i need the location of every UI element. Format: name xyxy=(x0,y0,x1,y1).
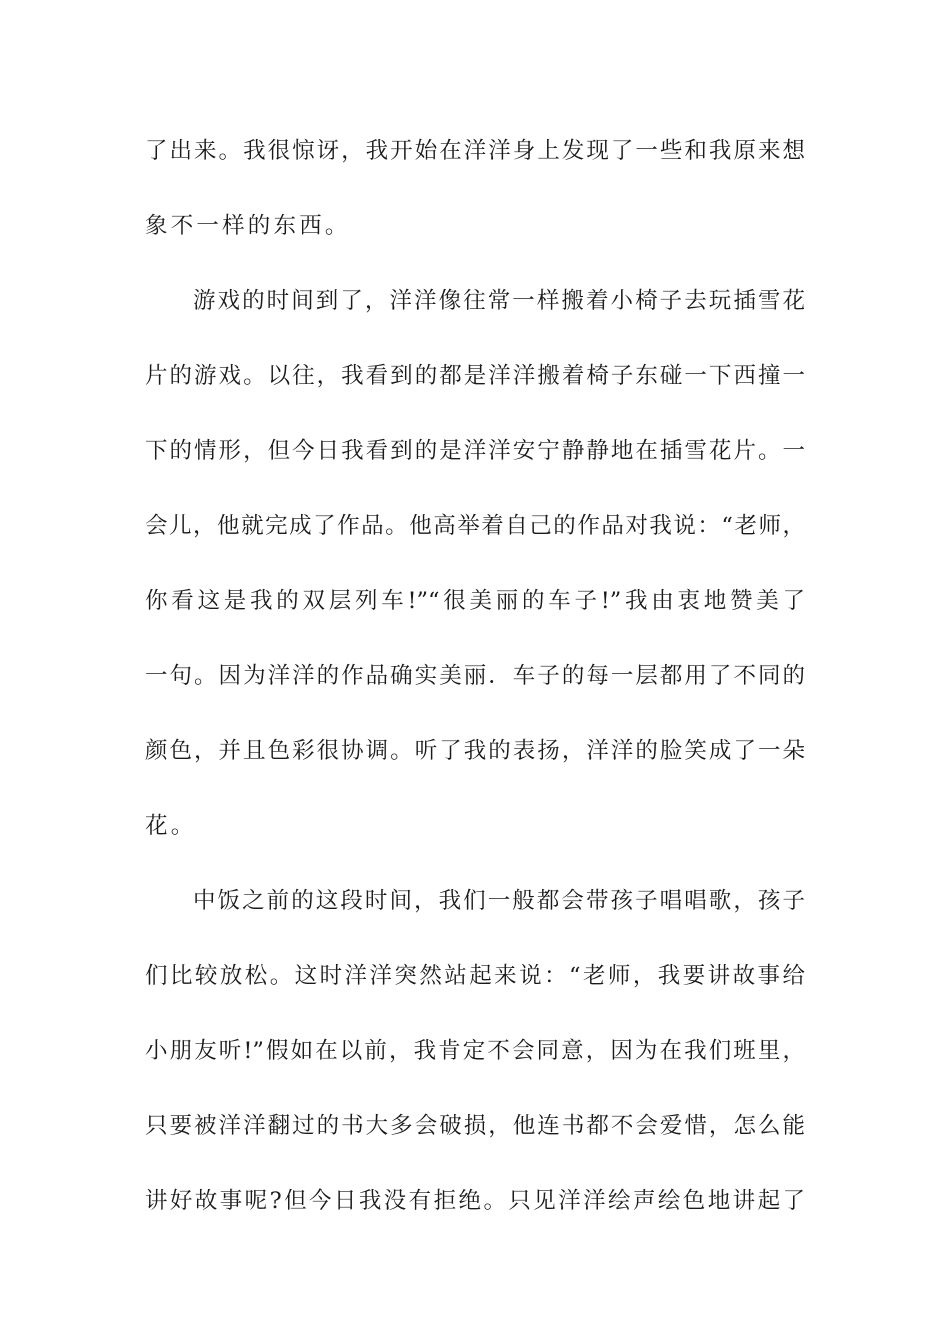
text-line: 了出来。我很惊讶，我开始在洋洋身上发现了一些和我原来想 xyxy=(145,138,805,164)
paragraph-first-line: 中饭之前的这段时间，我们一般都会带孩子唱唱歌，孩子 xyxy=(193,888,805,914)
text-line: 颜色，并且色彩很协调。听了我的表扬，洋洋的脸笑成了一朵 xyxy=(145,738,805,764)
text-line: 会儿，他就完成了作品。他高举着自己的作品对我说：“老师， xyxy=(145,513,805,539)
text-line: 片的游戏。以往，我看到的都是洋洋搬着椅子东碰一下西撞一 xyxy=(145,363,805,389)
text-line: 小朋友听!”假如在以前，我肯定不会同意，因为在我们班里， xyxy=(145,1038,805,1064)
text-line: 讲好故事呢?但今日我没有拒绝。只见洋洋绘声绘色地讲起了 xyxy=(145,1188,805,1214)
text-line: 象不一样的东西。 xyxy=(145,213,351,239)
text-line: 只要被洋洋翻过的书大多会破损，他连书都不会爱惜，怎么能 xyxy=(145,1113,805,1139)
text-line: 下的情形，但今日我看到的是洋洋安宁静静地在插雪花片。一 xyxy=(145,438,805,464)
paragraph-first-line: 游戏的时间到了，洋洋像往常一样搬着小椅子去玩插雪花 xyxy=(193,288,805,314)
text-line: 花。 xyxy=(145,813,197,839)
text-line: 你看这是我的双层列车!”“很美丽的车子!”我由衷地赞美了 xyxy=(145,588,805,614)
text-line: 一句。因为洋洋的作品确实美丽．车子的每一层都用了不同的 xyxy=(145,663,805,689)
text-line: 们比较放松。这时洋洋突然站起来说：“老师，我要讲故事给 xyxy=(145,963,805,989)
